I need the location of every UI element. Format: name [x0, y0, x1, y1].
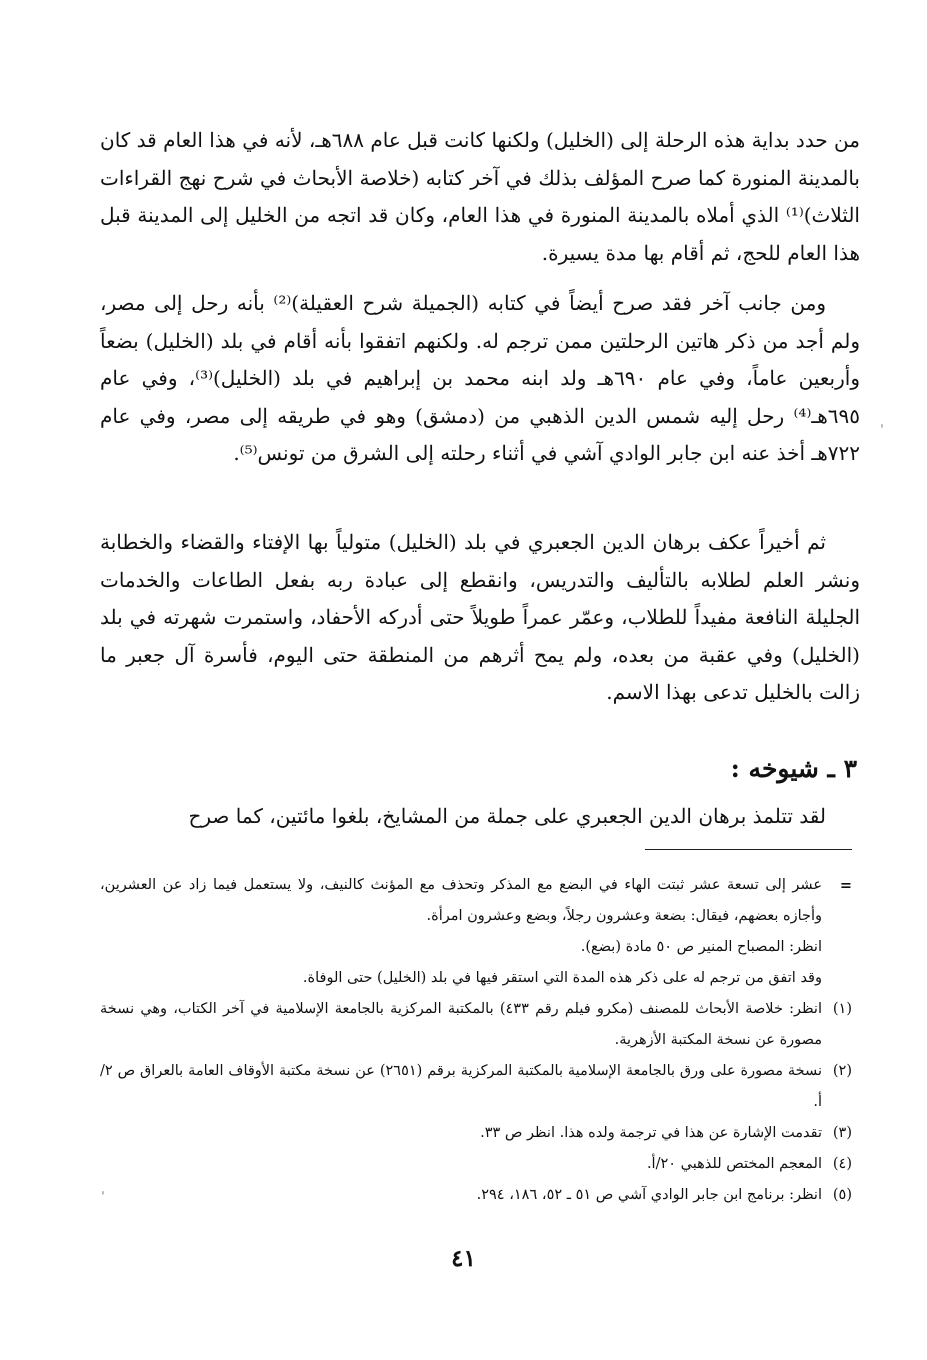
paragraph: ومن جانب آخر فقد صرح أيضاً في كتابه (الجميلة شرح العقيلة)⁽²⁾ بأنه رحل إلى مصر، ولم أجد من ذكر هاتين الرحلتين ممن ترجم له. ولكنهم اتفقوا بأنه أقام في بلد (الخليل) بضعاً وأربعين عاماً، وفي عام ٦٩٠هـ ولد ابنه محمد بن إبراهيم في بلد (الخليل)⁽³⁾، وفي عام ٦٩٥هـ⁽⁴⁾ رحل إليه شمس الدين الذهبي من (دمشق) وهو في طريقه إلى مصر، وفي عام ٧٢٢هـ أخذ عنه ابن جابر الوادي آشي في أثناء رحلته إلى الشرق من تونس⁽⁵⁾. — [100, 291, 861, 465]
margin-tick-icon: ˈ — [101, 1190, 105, 1206]
main-text-block — [100, 285, 860, 473]
footnote-text: نسخة مصورة على ورق بالجامعة الإسلامية بالمكتبة المركزية برقم (٢٦٥١) عن نسخة مكتبة الأوقاف العامة بالعراق ص ٢/أ. — [100, 1063, 822, 1110]
main-text-block — [100, 524, 860, 712]
main-text-block — [100, 122, 860, 272]
footnotes — [100, 870, 852, 1211]
footnote-text: المعجم المختص للذهبي ٢٠/أ. — [646, 1156, 822, 1172]
section-heading: ٣ ـ شيوخه : — [730, 754, 857, 783]
paragraph: لقد تتلمذ برهان الدين الجعبري على جملة من المشايخ، بلغوا مائتين، كما صرح — [188, 804, 826, 828]
footnote-text: انظر: خلاصة الأبحاث للمصنف (مكرو فيلم رقم ٤٣٣) بالمكتبة المركزية بالجامعة الإسلامية في آخر الكتاب، وهي نسخة مصورة عن نسخة المكتبة الأزهرية. — [100, 1001, 822, 1048]
footnote-item — [100, 1056, 852, 1118]
footnote-item — [100, 1118, 852, 1149]
continuation-mark: = — [839, 877, 852, 894]
page-number: ٤١ — [451, 1245, 476, 1272]
footnote-text: تقدمت الإشارة عن هذا في ترجمة ولده هذا. انظر ص ٣٣. — [480, 1125, 822, 1141]
footnote-number: (١) — [832, 1001, 852, 1017]
footnote-separator — [645, 849, 852, 850]
main-text-block — [100, 798, 860, 836]
footnote-item — [100, 994, 852, 1056]
footnote-item — [100, 1180, 852, 1211]
footnote-number: (٢) — [832, 1063, 852, 1079]
footnote-number: (٤) — [832, 1156, 852, 1172]
footnote-item — [100, 1149, 852, 1180]
paragraph: من حدد بداية هذه الرحلة إلى (الخليل) ولكنها كانت قبل عام ٦٨٨هـ، لأنه في هذا العام قد كان بالمدينة المنورة كما صرح المؤلف بذلك في آخر كتابه (خلاصة الأبحاث في شرح نهج القراءات الثلاث)⁽¹⁾ الذي أملاه بالمدينة المنورة في هذا العام، وكان قد اتجه من الخليل إلى المدينة قبل هذا العام للحج، ثم أقام بها مدة يسيرة. — [100, 128, 860, 265]
footnote-note: وقد اتفق من ترجم له على ذكر هذه المدة التي استقر فيها في بلد (الخليل) حتى الوفاة. — [302, 970, 822, 986]
footnote-reference: انظر: المصباح المنير ص ٥٠ مادة (بضع). — [580, 939, 822, 955]
margin-tick-icon: ˈ — [880, 423, 884, 439]
footnote-number: (٥) — [832, 1187, 852, 1203]
footnote-continuation — [100, 870, 852, 932]
footnote-text: عشر إلى تسعة عشر ثبتت الهاء في البضع مع المذكر وتحذف مع المؤنث كالنيف، ولا يستعمل فيما زاد عن العشرين، وأجازه بعضهم، فيقال: بضعة وعشرون رجلاً، وبضع وعشرون امرأة. — [100, 877, 822, 924]
paragraph: ثم أخيراً عكف برهان الدين الجعبري في بلد (الخليل) متولياً بها الإفتاء والقضاء والخطابة ونشر العلم لطلابه بالتأليف والتدريس، وانقطع إلى عبادة ربه بفعل الطاعات والخدمات الجليلة النافعة مفيداً للطلاب، وعمّر عمراً طويلاً حتى أدركه الأحفاد، واستمرت شهرته في بلد (الخليل) وفي عقبة من بعده، ولم يمح أثرهم من المنطقة حتى اليوم، فأسرة آل جعبر ما زالت بالخليل تدعى بهذا الاسم. — [100, 530, 860, 704]
footnote-text: انظر: برنامج ابن جابر الوادي آشي ص ٥١ ـ ٥٢، ١٨٦، ٢٩٤. — [476, 1187, 822, 1203]
footnote-number: (٣) — [832, 1125, 852, 1141]
